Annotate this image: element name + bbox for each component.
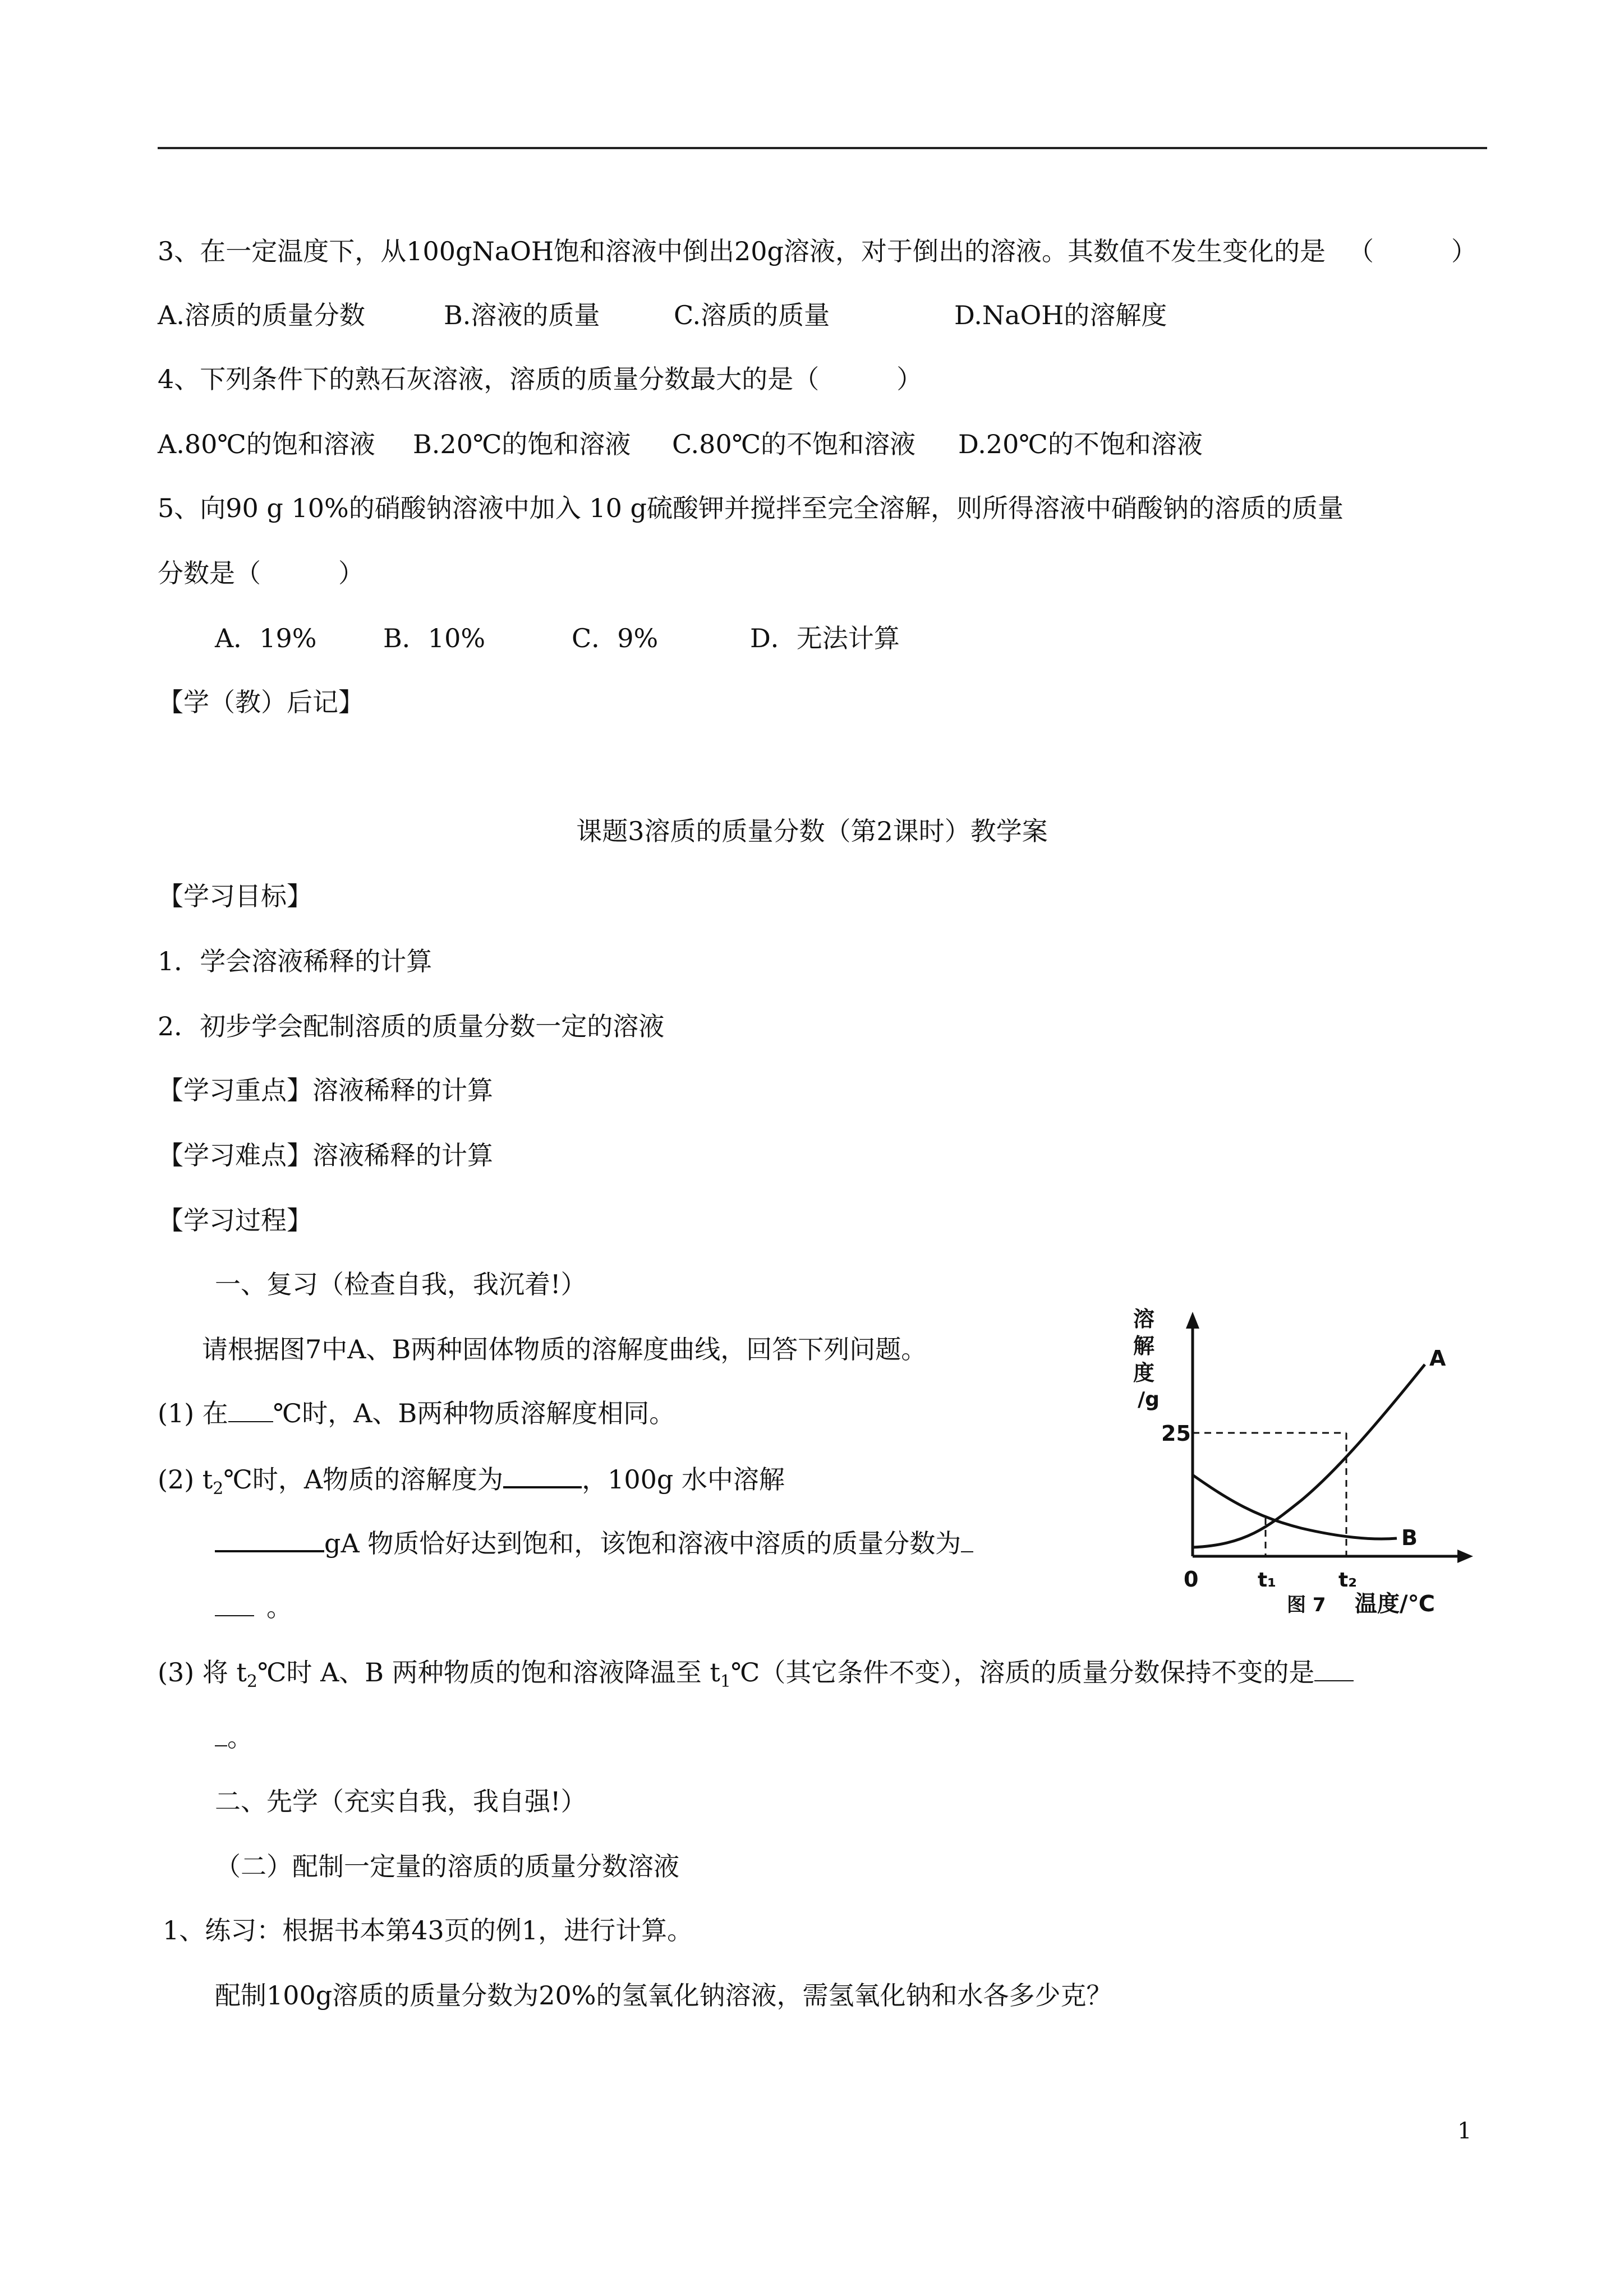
answer-blank[interactable] bbox=[503, 1461, 582, 1488]
review-q3-line2: 。 bbox=[215, 1721, 253, 1754]
review-q1: (1) 在 ℃时，A、B两种物质溶解度相同。 bbox=[158, 1396, 675, 1430]
review-q2-line3: 。 bbox=[215, 1590, 292, 1624]
x-axis-arrow bbox=[1457, 1550, 1473, 1563]
y-label-char: /g bbox=[1138, 1388, 1160, 1411]
y-tick-25: 25 bbox=[1161, 1421, 1191, 1446]
answer-blank[interactable] bbox=[961, 1527, 973, 1552]
q4-options bbox=[158, 427, 1203, 461]
preview-problem: 配制100g溶质的质量分数为20%的氢氧化钠溶液，需氢氧化钠和水各多少克？ bbox=[215, 1980, 1112, 2011]
review-intro: 请根据图7中A、B两种固体物质的溶解度曲线，回答下列问题。 bbox=[202, 1334, 927, 1364]
y-axis-arrow bbox=[1186, 1312, 1199, 1329]
curve-a bbox=[1193, 1364, 1425, 1547]
answer-blank[interactable] bbox=[215, 1525, 324, 1552]
review-q2-line1: (2) $t_2℃$时，A物质的溶解度为 ，100g 水中溶解 bbox=[158, 1461, 785, 1506]
q5-option-d: D．无法计算 bbox=[750, 623, 900, 653]
q5-stem-line2: 分数是（ ） bbox=[158, 558, 364, 588]
q5-options bbox=[215, 621, 900, 655]
y-label-char: 溶 bbox=[1133, 1307, 1155, 1331]
q3-option-c: C.溶质的质量 bbox=[674, 300, 830, 330]
x-tick-t1: t₁ bbox=[1258, 1569, 1276, 1592]
q4-option-a: A.80℃的饱和溶液 bbox=[158, 429, 375, 459]
page-number: 1 bbox=[1457, 2118, 1472, 2144]
q3-option-d: D.NaOH的溶解度 bbox=[954, 300, 1167, 330]
preview-subtitle: （二）配制一定量的溶质的质量分数溶液 bbox=[215, 1851, 679, 1882]
q5-option-a: A．19% bbox=[215, 623, 317, 653]
answer-blank[interactable] bbox=[1314, 1656, 1354, 1681]
key-point: 【学习重点】溶液稀释的计算 bbox=[158, 1075, 493, 1105]
solubility-figure bbox=[1133, 1304, 1487, 1618]
q5-option-c: C．9% bbox=[572, 623, 659, 653]
x-tick-t2: t₂ bbox=[1338, 1569, 1357, 1592]
objectives-heading: 【学习目标】 bbox=[158, 881, 312, 911]
answer-blank[interactable] bbox=[215, 1721, 227, 1746]
q5-stem-line1: 5、向90 g 10%的硝酸钠溶液中加入 10 g硫酸钾并搅拌至完全溶解，则所得溶液中硝酸钠的溶质的质量 bbox=[158, 493, 1344, 523]
answer-blank[interactable] bbox=[228, 1396, 273, 1422]
q3-option-a: A.溶质的质量分数 bbox=[158, 300, 365, 330]
difficulty: 【学习难点】溶液稀释的计算 bbox=[158, 1140, 493, 1170]
afterword-heading: 【学（教）后记】 bbox=[158, 687, 364, 717]
q3-option-b: B.溶液的质量 bbox=[444, 300, 600, 330]
q3-stem: 3、在一定温度下，从100gNaOH饱和溶液中倒出20g溶液，对于倒出的溶液。其数值不发生变化的是 （ ） bbox=[158, 236, 1477, 266]
answer-blank[interactable] bbox=[215, 1590, 254, 1616]
review-q2-line2: gA 物质恰好达到饱和，该饱和溶液中溶质的质量分数为 bbox=[215, 1525, 973, 1560]
q3-options bbox=[158, 298, 1167, 332]
review-q3-line1: (3) 将 $t_2℃$时 A、B 两种物质的饱和溶液降温至 $t_1℃$（其它条件不变），溶质的质量分数保持不变的是 bbox=[158, 1656, 1354, 1699]
preview-title: 二、先学（充实自我，我自强!） bbox=[215, 1786, 587, 1816]
objective-2: 2．初步学会配制溶质的质量分数一定的溶液 bbox=[158, 1011, 665, 1041]
origin-label: 0 bbox=[1184, 1567, 1199, 1592]
q4-stem: 4、下列条件下的熟石灰溶液，溶质的质量分数最大的是（ ） bbox=[158, 364, 923, 394]
header-rule bbox=[158, 147, 1487, 149]
x-axis-label: 温度/℃ bbox=[1355, 1591, 1436, 1617]
review-title: 一、复习（检查自我，我沉着!） bbox=[215, 1269, 587, 1299]
preview-exercise: 1、练习：根据书本第43页的例1，进行计算。 bbox=[163, 1915, 693, 1945]
y-label-char: 解 bbox=[1133, 1334, 1155, 1358]
y-label-char: 度 bbox=[1133, 1361, 1155, 1385]
curve-b-label: B bbox=[1401, 1525, 1418, 1550]
figure-caption: 图 7 bbox=[1287, 1594, 1326, 1616]
objective-1: 1．学会溶液稀释的计算 bbox=[158, 946, 433, 976]
q4-option-c: C.80℃的不饱和溶液 bbox=[672, 429, 916, 459]
q4-option-b: B.20℃的饱和溶液 bbox=[413, 429, 631, 459]
q5-option-b: B．10% bbox=[383, 623, 486, 653]
curve-a-label: A bbox=[1429, 1346, 1446, 1371]
q4-option-d: D.20℃的不饱和溶液 bbox=[958, 429, 1203, 459]
lesson-title: 课题3溶质的质量分数（第2课时）教学案 bbox=[576, 816, 1048, 846]
process-heading: 【学习过程】 bbox=[158, 1205, 312, 1235]
